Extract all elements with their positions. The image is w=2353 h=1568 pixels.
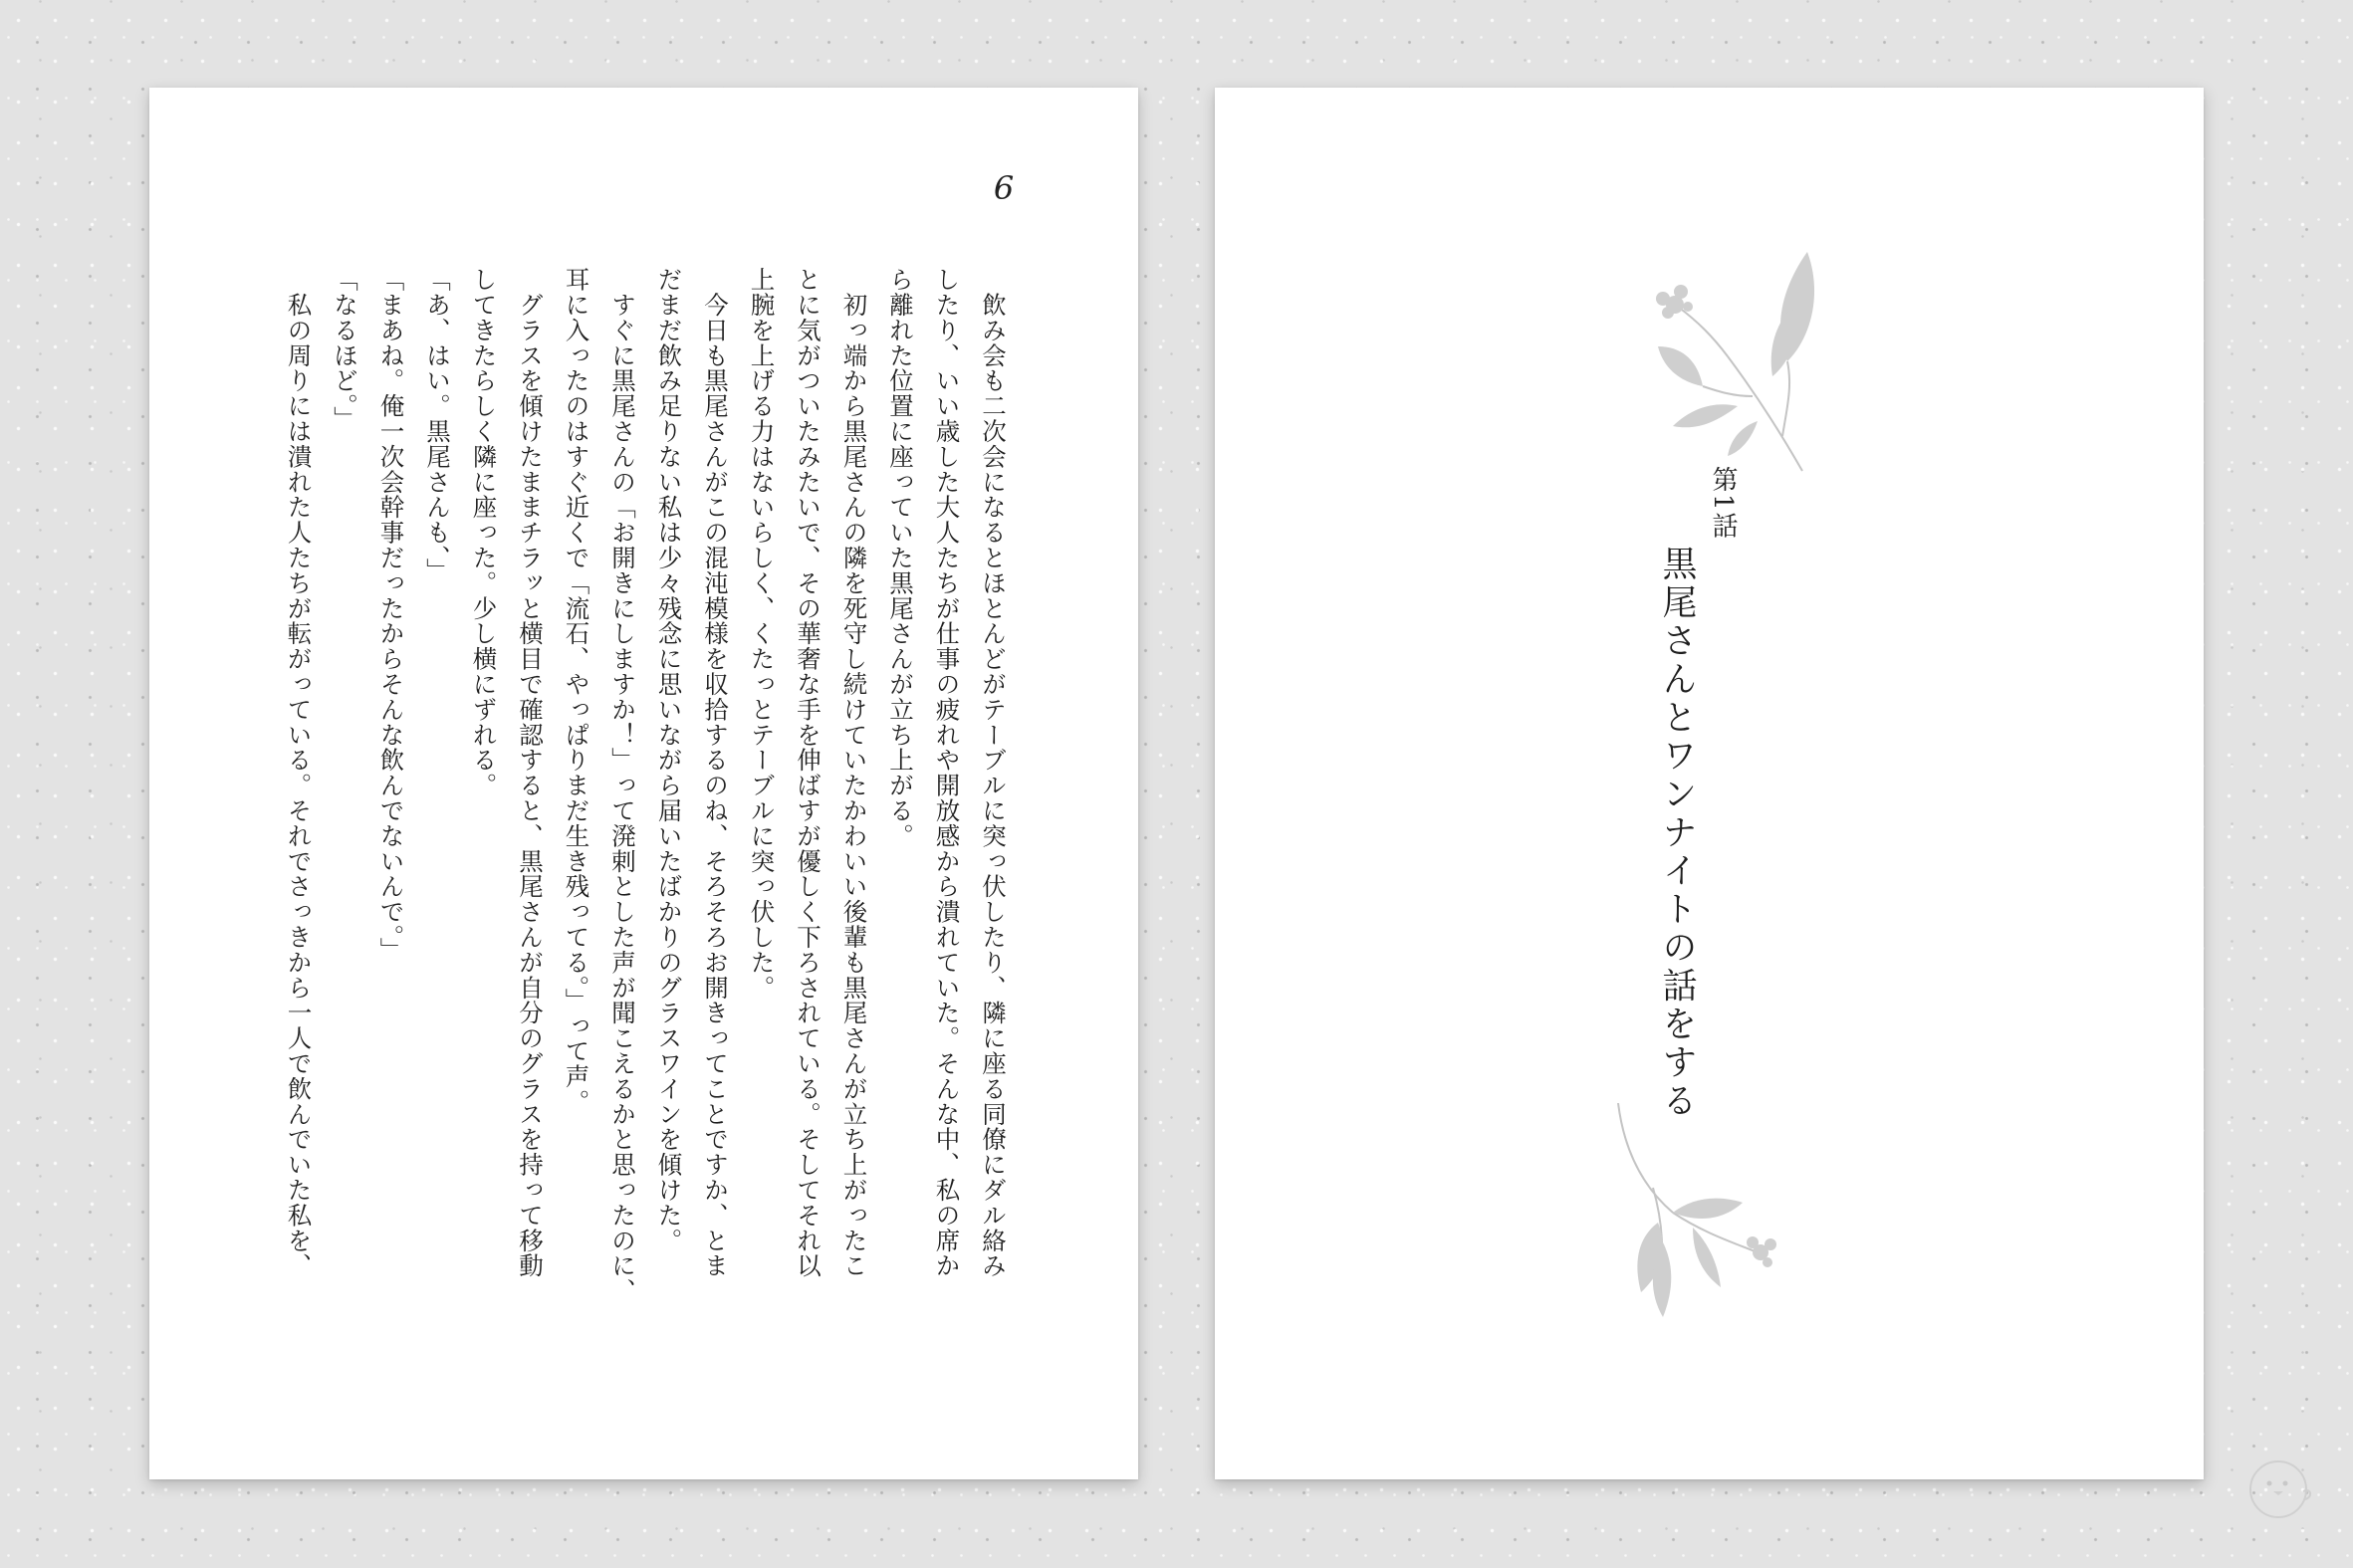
page-number: 6 — [993, 169, 1015, 207]
bird-logo-icon — [2245, 1452, 2315, 1521]
chapter-number: 第1話 — [1708, 466, 1738, 541]
text-line: 耳に入ったのはすぐ近くで「流石、やっぱりまだ生き残ってる。」って声。 — [562, 267, 591, 1115]
text-line: とに気がついたみたいで、その華奢な手を伸ばすが優しく下ろされている。そしてそれ以 — [794, 267, 823, 1278]
text-line: 上腕を上げる力はないらしく、くたっとテーブルに突っ伏した。 — [747, 267, 777, 1001]
text-line: ら離れた位置に座っていた黒尾さんが立ち上がる。 — [886, 267, 915, 849]
text-line: 私の周りには潰れた人たちが転がっている。それでさっきから一人で飲んでいた私を、 — [284, 267, 314, 1278]
text-line: 「あ、はい。黒尾さんも、」 — [423, 267, 452, 583]
text-line: だまだ飲み足りない私は少々残念に思いながら届いたばかりのグラスワインを傾けた。 — [654, 267, 684, 1253]
text-line: 「まあね。俺一次会幹事だったからそんな飲んでないんで。」 — [376, 267, 406, 963]
text-line: すぐに黒尾さんの「お開きにしますか！」って溌剌とした声が聞こえるかと思ったのに、 — [608, 267, 637, 1304]
leaf-branch-icon — [1633, 247, 1832, 476]
text-line: したり、いい歳した大人たちが仕事の疲れや開放感から潰れていた。そんな中、私の席か — [932, 267, 962, 1278]
body-text — [259, 267, 1016, 1412]
right-page — [1215, 88, 2204, 1479]
text-line: グラスを傾けたままチラッと横目で確認すると、黒尾さんが自分のグラスを持って移動 — [516, 267, 545, 1278]
text-line: してきたらしく隣に座った。少し横にずれる。 — [469, 267, 499, 798]
text-line: 飲み会も二次会になるとほとんどがテーブルに突っ伏したり、隣に座る同僚にダル絡み — [979, 267, 1008, 1278]
leaf-branch-icon — [1593, 1103, 1792, 1322]
left-page — [149, 88, 1138, 1479]
text-line: 初っ端から黒尾さんの隣を死守し続けていたかわいい後輩も黒尾さんが立ち上がったこ — [839, 267, 869, 1278]
text-line: 「なるほど。」 — [331, 267, 359, 432]
text-line: 今日も黒尾さんがこの混沌模様を収拾するのね、そろそろお開きってことですか、とま — [701, 267, 730, 1278]
chapter-title: 黒尾さんとワンナイトの話をする — [1657, 546, 1697, 1121]
